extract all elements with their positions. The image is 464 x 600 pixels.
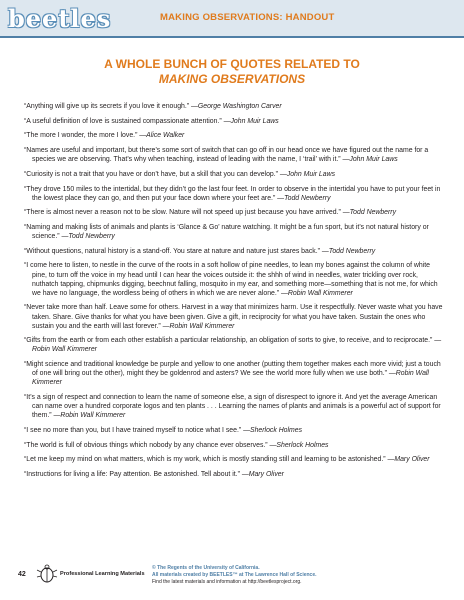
quote-author: —Todd Newberry: [342, 209, 397, 217]
quote-item: [24, 131, 446, 140]
quote-item: [24, 393, 446, 420]
quote-text: “Instructions for living a life: Pay attention. Be astonished. Tell about it.”: [24, 470, 240, 478]
quote-author: —John Muir Laws: [342, 156, 398, 164]
quote-text: “Curiosity is not a trait that you have or don’t have, but a skill that you can develop.”: [24, 170, 278, 178]
quote-author: —Robin Wall Kimmerer: [32, 370, 429, 387]
quote-author: —George Washington Carver: [191, 103, 282, 110]
copyright-block: [152, 565, 317, 586]
title-line-2: MAKING OBSERVATIONS: [158, 72, 306, 86]
quote-text: “Might science and traditional knowledge be purple and yellow to one another (putting them together makes each more vivid; just a touch of one will bring out the other), might they be goldenrod and asters? We see the world more fully when we use both.”: [24, 361, 441, 378]
quote-text: “It’s a sign of respect and connection to learn the name of someone else, a sign of disrespect to ignore it. And yet the average American can name over a hundred corporate logos and ten plants . . . Learning the names of plants and animals is a powerful act of support for them.”: [24, 393, 441, 420]
quote-text: “Gifts from the earth or from each other establish a particular relationship, an obligation of sorts to give, to receive, and to reciprocate.”: [24, 337, 433, 345]
quote-text: “Never take more than half. Leave some for others. Harvest in a way that minimizes harm. Use it respectfully. Never waste what you have taken. Share. Give thanks for what you have been given. Give a gift, in reciprocity for what you have taken. Sustain the ones who sustain you and the earth will last forever.”: [24, 304, 443, 330]
quote-item: [24, 117, 446, 126]
quote-item: [24, 336, 446, 354]
page-footer: [0, 560, 464, 600]
quote-text: “Without questions, natural history is a stand-off. You stare at nature and nature just stares back.”: [24, 247, 320, 255]
quote-text: “Naming and making lists of animals and plants is ‘Glance & Go’ nature watching. It might be a fun sport, but it’s not natural history or science.”: [24, 224, 429, 241]
beetle-icon: [36, 564, 58, 584]
quote-author: —Sherlock Holmes: [269, 441, 329, 449]
quote-author: —Robin Wall Kimmerer: [281, 289, 353, 297]
quote-author: —Mary Oliver: [387, 456, 430, 464]
copyright-line-2: All materials created by BEETLES™ at The Lawrence Hall of Science.: [152, 572, 317, 578]
page-title: [0, 57, 464, 87]
quote-text: “Let me keep my mind on what matters, which is my work, which is mostly standing still and learning to be astonished.”: [24, 456, 386, 464]
quote-author: —Mary Oliver: [241, 470, 284, 478]
quote-author: —Robin Wall Kimmerer: [32, 337, 442, 354]
header-title: MAKING OBSERVATIONS: HANDOUT: [160, 12, 335, 23]
copyright-line-3: Find the latest materials and information at http://beetlesproject.org.: [152, 579, 302, 585]
program-name: Professional Learning Materials: [60, 571, 145, 577]
quote-item: [24, 470, 446, 479]
quote-author: —Sherlock Holmes: [243, 426, 303, 434]
quote-text: “Names are useful and important, but there’s some sort of switch that can go off in our head once we have figured out the name for a species we are observing. That’s why when teaching, instead of leading with the name, I ‘trail’ with it.”: [24, 147, 429, 164]
quote-item: [24, 170, 446, 179]
quote-text: “The world is full of obvious things which nobody by any chance ever observes.”: [24, 441, 268, 449]
quote-list: [24, 102, 446, 485]
quote-item: [24, 247, 446, 256]
quote-author: —Robin Wall Kimmerer: [53, 412, 126, 420]
quote-text: “I come here to listen, to nestle in the curve of the roots in a soft hollow of pine needles, to lean my bones against the column of white pine, to turn off the voice in my head until I can hear the voices outside it: the shhh of wind in needles, water trickling over rock, nuthatch tapping, chipmunks digging, beechnut falling, mosquito in my ear, and something more—something that is not me, for which we have no language, the wordless being of others in which we are never alone.”: [24, 262, 438, 297]
title-line-1: A WHOLE BUNCH OF QUOTES RELATED TO: [104, 57, 360, 71]
copyright-line-1: © The Regents of the University of California.: [152, 565, 260, 571]
quote-text: “I see no more than you, but I have trained myself to notice what I see.”: [24, 426, 242, 434]
quote-item: [24, 102, 446, 111]
quote-author: —Todd Newberry: [321, 247, 376, 255]
page-number: 42: [18, 571, 26, 578]
quote-text: “There is almost never a reason not to be slow. Nature will not speed up just because you have arrived.”: [24, 209, 341, 217]
quote-author: —John Muir Laws: [279, 170, 336, 178]
quote-author: —Alice Walker: [139, 132, 185, 140]
page-header: [0, 0, 464, 40]
quote-item: [24, 261, 446, 297]
quote-item: [24, 441, 446, 450]
quote-item: [24, 455, 446, 464]
quote-text: “The more I wonder, the more I love.”: [24, 132, 138, 140]
quote-item: [24, 223, 446, 241]
quote-item: [24, 185, 446, 203]
quote-text: “A useful definition of love is sustained compassionate attention.”: [24, 117, 222, 125]
quote-item: [24, 303, 446, 330]
quote-text: “They drove 150 miles to the intertidal, but they didn’t go the last four feet. In order to observe in the intertidal you have to put your feet in the lowest place they can go, and then put your face down where your feet are.”: [24, 185, 441, 202]
quote-item: [24, 146, 446, 164]
quote-author: —Todd Newberry: [277, 194, 331, 202]
quote-item: [24, 426, 446, 435]
quote-author: —Robin Wall Kimmerer: [162, 322, 235, 330]
quote-item: [24, 208, 446, 217]
header-divider: [0, 36, 464, 38]
quote-author: —John Muir Laws: [223, 117, 279, 125]
quote-item: [24, 360, 446, 387]
quote-author: —Todd Newberry: [61, 233, 115, 241]
quote-text: “Anything will give up its secrets if you love it enough.”: [24, 103, 190, 110]
beetles-logo: beetles: [8, 4, 112, 33]
